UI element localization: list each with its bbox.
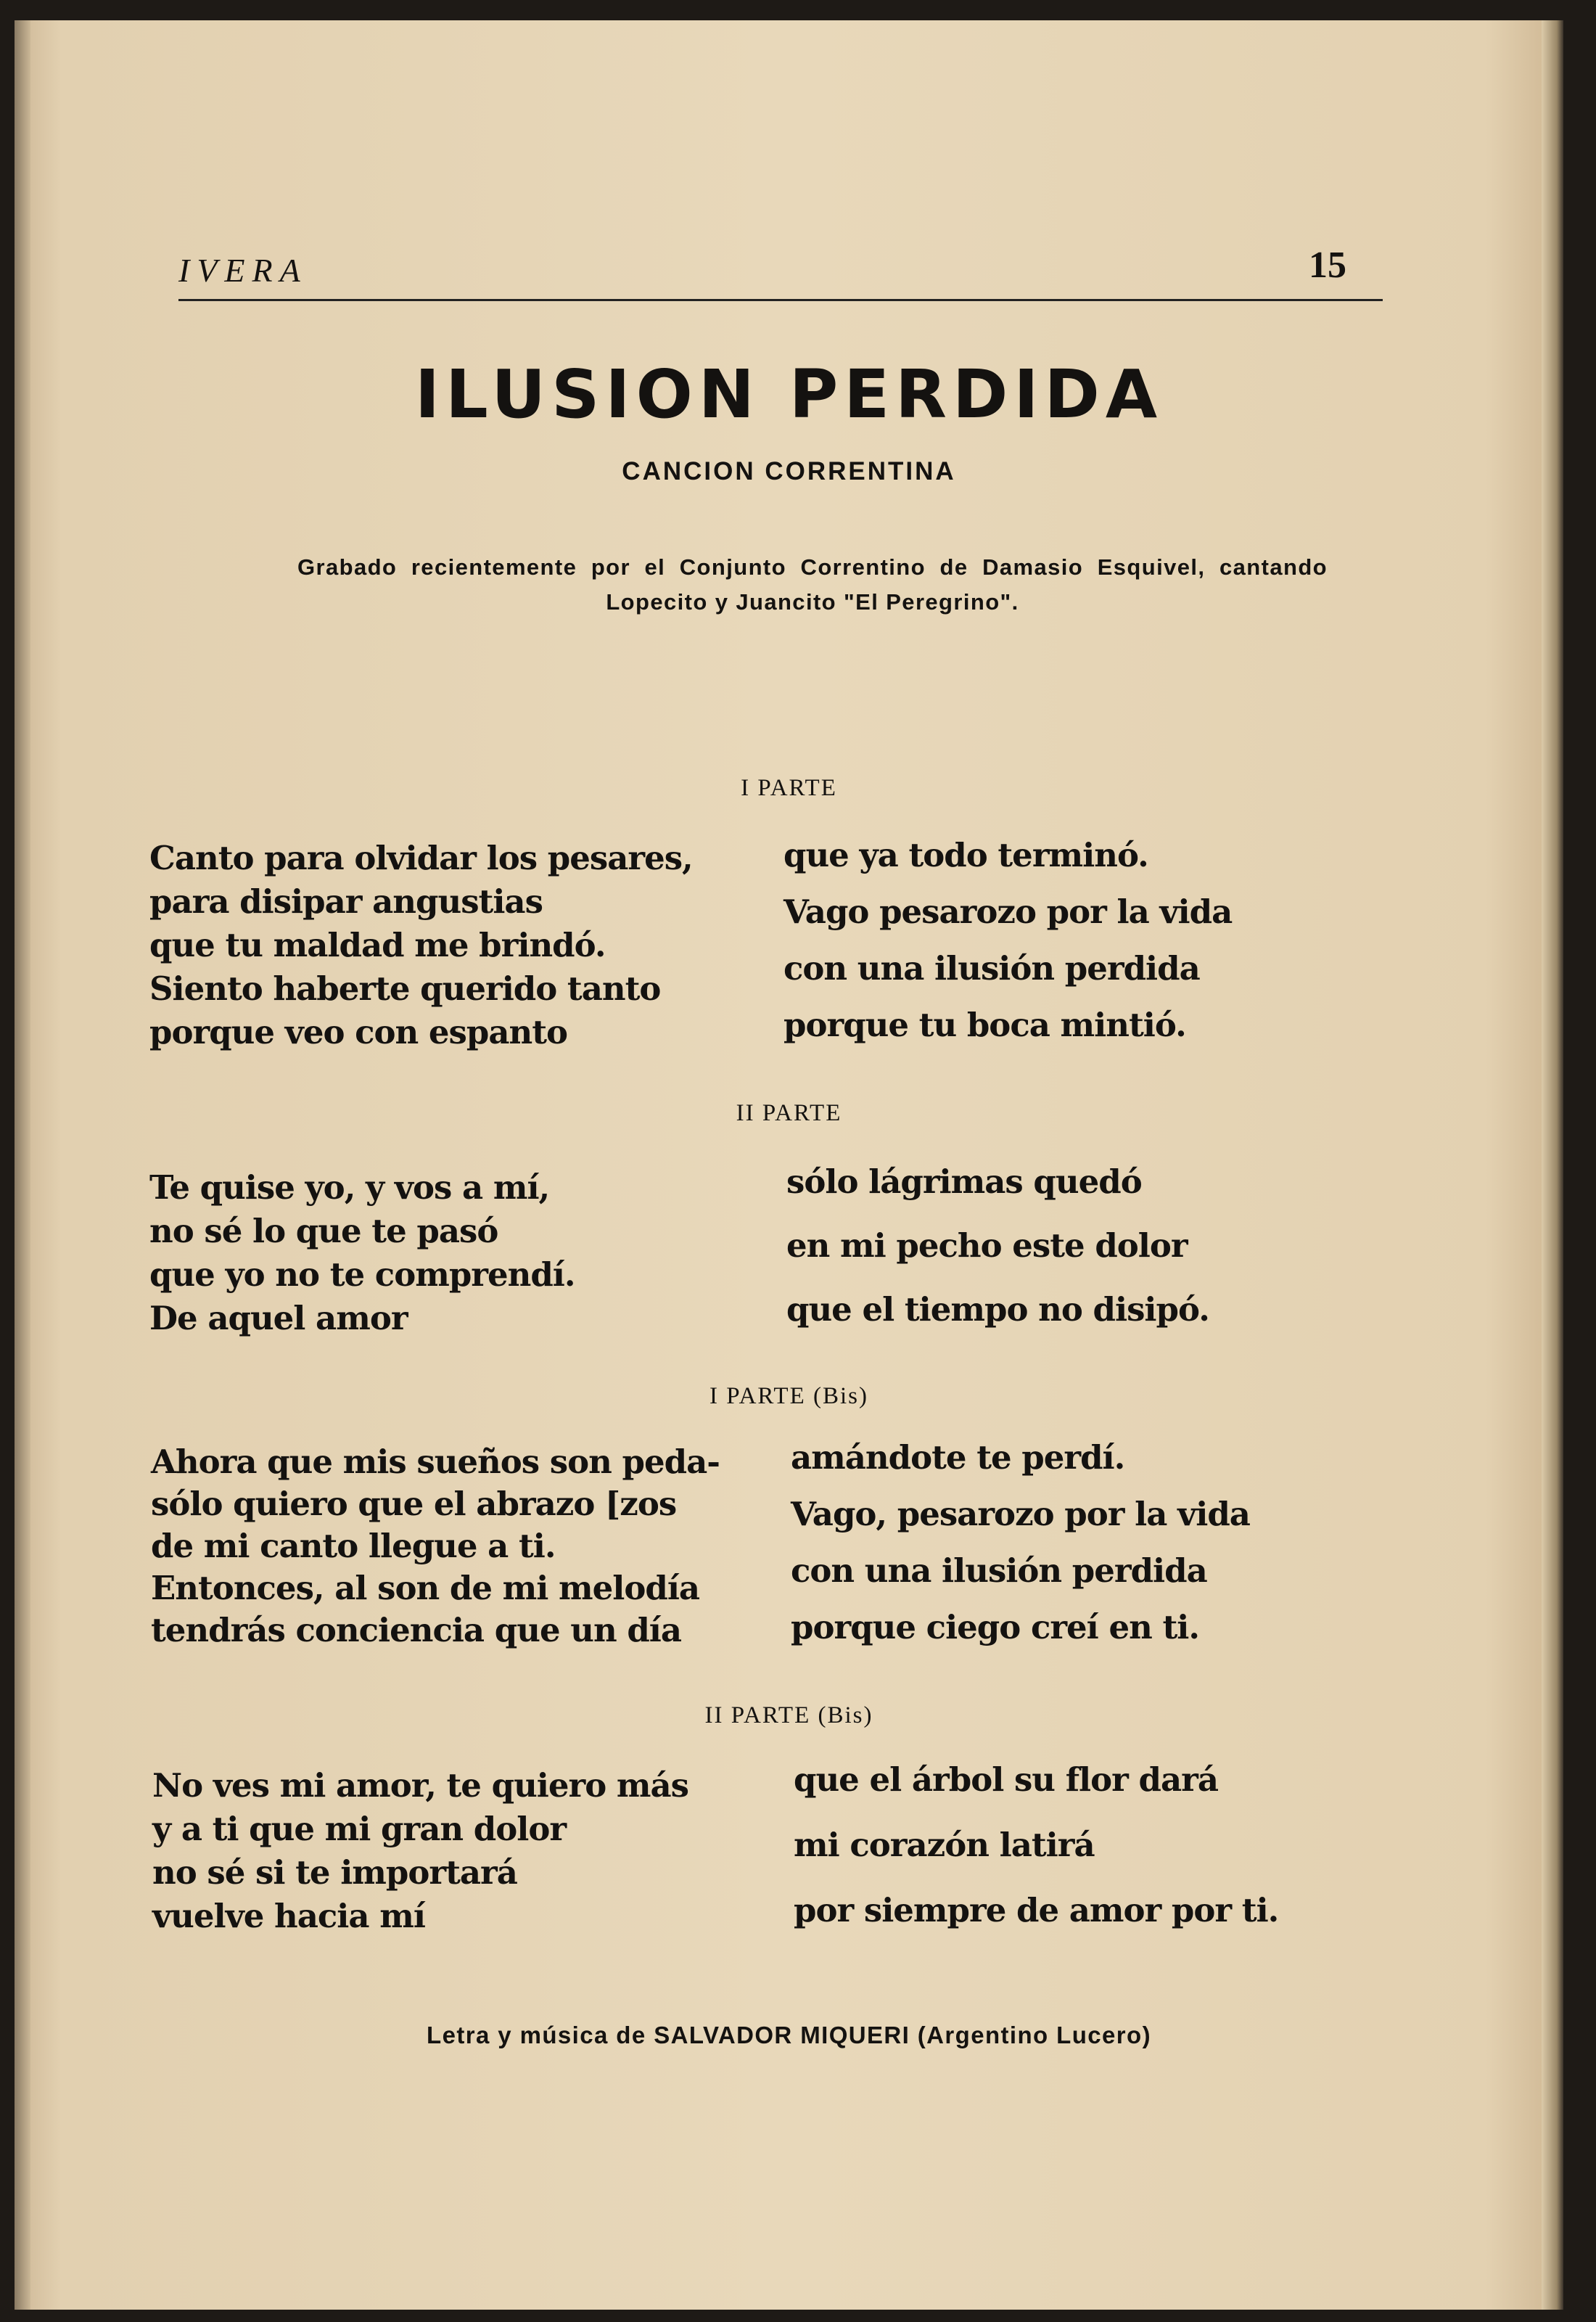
lyric-line: Vago pesarozo por la vida	[783, 893, 1233, 931]
lyric-line: Te quise yo, y vos a mí,	[149, 1168, 550, 1207]
lyric-line: porque ciego creí en ti.	[791, 1608, 1199, 1646]
song-subtitle: CANCION CORRENTINA	[622, 457, 956, 485]
lyric-line: que ya todo terminó.	[783, 836, 1148, 874]
lyric-line: no sé lo que te pasó	[149, 1212, 498, 1250]
lyric-line: por siempre de amor por ti.	[794, 1891, 1279, 1929]
section-label: II PARTE (Bis)	[704, 1702, 873, 1728]
lyric-line: que tu maldad me brindó.	[149, 926, 606, 964]
lyric-line: Vago, pesarozo por la vida	[791, 1495, 1250, 1533]
lyric-line: amándote te perdí.	[791, 1438, 1125, 1477]
lyric-line: de mi canto llegue a ti.	[151, 1527, 556, 1565]
lyric-line: en mi pecho este dolor	[786, 1226, 1188, 1265]
section-label: I PARTE (Bis)	[709, 1383, 868, 1409]
lyric-line: con una ilusión perdida	[783, 949, 1200, 988]
running-head: IVERA	[178, 252, 308, 289]
section-label: II PARTE	[736, 1100, 842, 1126]
recording-credit: Grabado recientemente por el Conjunto Correntino de Damasio Esquivel, cantando Lopecito y Juancito "El Peregrino".	[297, 554, 1328, 615]
lyric-line: que el árbol su flor dará	[794, 1760, 1219, 1799]
lyric-line: mi corazón latirá	[794, 1826, 1095, 1864]
lyric-line: No ves mi amor, te quiero más	[152, 1766, 689, 1805]
lyric-line: Ahora que mis sueños son peda-	[151, 1443, 720, 1481]
lyric-line: Siento haberte querido tanto	[149, 969, 661, 1008]
lyric-line: tendrás conciencia que un día	[151, 1611, 682, 1649]
lyric-line: con una ilusión perdida	[791, 1551, 1207, 1590]
lyric-line: sólo lágrimas quedó	[786, 1162, 1142, 1201]
lyric-line: De aquel amor	[149, 1299, 408, 1337]
lyrics-music-credit: Letra y música de SALVADOR MIQUERI (Argentino Lucero)	[427, 2022, 1151, 2048]
lyric-line: para disipar angustias	[149, 882, 543, 921]
lyric-line: Entonces, al son de mi melodía	[151, 1569, 700, 1607]
lyric-line: y a ti que mi gran dolor	[152, 1810, 567, 1848]
lyric-line: porque tu boca mintió.	[783, 1006, 1186, 1044]
lyric-line: que el tiempo no disipó.	[786, 1290, 1209, 1329]
lyric-line: sólo quiero que el abrazo [zos	[151, 1485, 677, 1523]
lyric-line: no sé si te importará	[152, 1853, 517, 1892]
song-title: ILUSION PERDIDA	[414, 356, 1164, 433]
section-label: I PARTE	[741, 775, 837, 801]
header-rule	[178, 299, 1383, 301]
book-page	[15, 20, 1563, 2310]
lyric-line: vuelve hacia mí	[152, 1897, 425, 1935]
lyric-line: que yo no te comprendí.	[149, 1255, 575, 1294]
page-number: 15	[1309, 245, 1346, 286]
lyric-line: Canto para olvidar los pesares,	[149, 839, 693, 877]
lyric-line: porque veo con espanto	[149, 1013, 568, 1051]
